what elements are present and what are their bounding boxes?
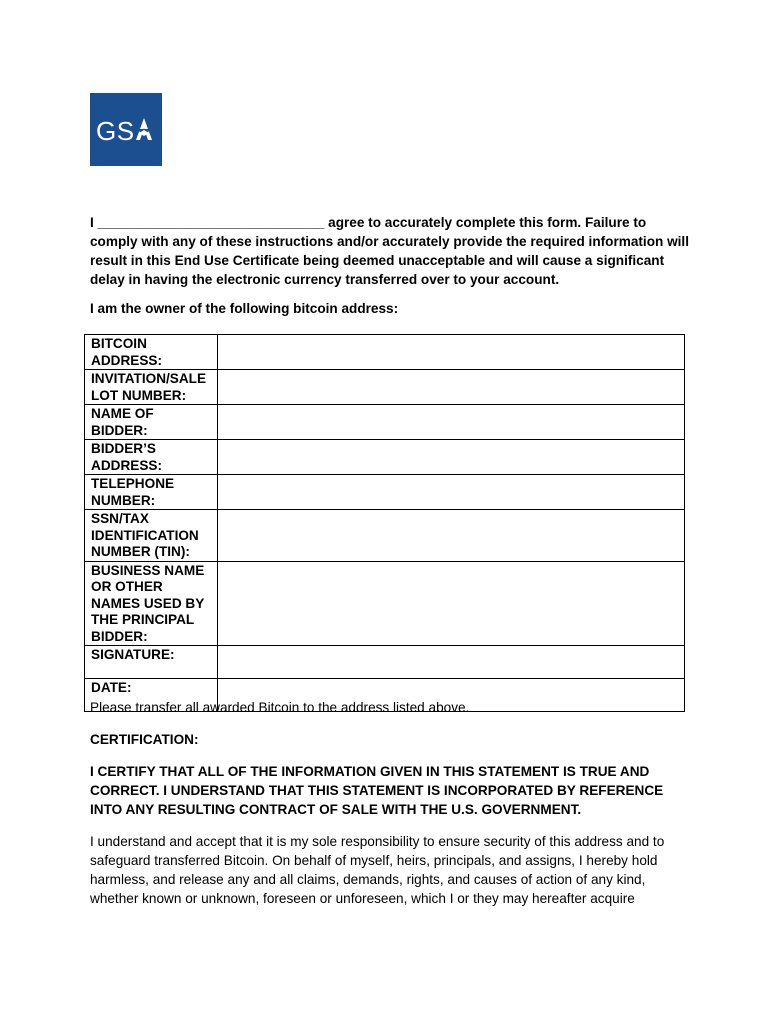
bidder-name-field[interactable] — [218, 405, 685, 440]
bitcoin-address-field[interactable] — [218, 335, 685, 370]
certification-heading: CERTIFICATION: — [90, 732, 199, 747]
transfer-note: Please transfer all awarded Bitcoin to the address listed above. — [90, 700, 470, 715]
form-row-lot-number — [85, 370, 685, 405]
form-label: SIGNATURE: — [85, 646, 218, 679]
form-row-telephone — [85, 475, 685, 510]
owner-statement: I am the owner of the following bitcoin address: — [90, 301, 399, 316]
gsa-logo — [90, 93, 162, 166]
form-label: NAME OF BIDDER: — [85, 405, 218, 440]
svg-text:GS: GS — [96, 116, 135, 146]
form-row-bidder-address — [85, 440, 685, 475]
form-label: INVITATION/SALE LOT NUMBER: — [85, 370, 218, 405]
gsa-logo-mark — [90, 93, 162, 166]
business-name-field[interactable] — [218, 561, 685, 646]
responsibility-paragraph: I understand and accept that it is my sole responsibility to ensure security of this address and to safeguard transferred Bitcoin. On behalf of myself, heirs, principals, and assigns, I hereby hold harmless, and release any and all claims, demands, rights, and causes of action of any kind, whether known or unknown, foreseen or unforeseen, which I or they may hereafter acquire — [90, 834, 665, 906]
form-label: BITCOIN ADDRESS: — [85, 335, 218, 370]
form-label: TELEPHONE NUMBER: — [85, 475, 218, 510]
form-row-business-name — [85, 561, 685, 646]
form-label: BUSINESS NAME OR OTHER NAMES USED BY THE PRINCIPAL BIDDER: — [85, 561, 218, 646]
form-label: BIDDER’S ADDRESS: — [85, 440, 218, 475]
form-row-tin — [85, 510, 685, 562]
form-row-bitcoin-address — [85, 335, 685, 370]
lot-number-field[interactable] — [218, 370, 685, 405]
form-label: SSN/TAX IDENTIFICATION NUMBER (TIN): — [85, 510, 218, 562]
form-label: DATE: — [85, 679, 218, 712]
intro-paragraph: I ______________________________ agree to accurately complete this form. Failure to comply with any of these instructions and/or accurately provide the required information will result in this End Use Certificate being deemed unacceptable and will cause a significant delay in having the electronic currency transferred over to your account. — [90, 215, 689, 287]
form-row-bidder-name — [85, 405, 685, 440]
signature-field[interactable] — [218, 646, 685, 679]
certification-section — [90, 699, 690, 908]
form-row-signature — [85, 646, 685, 679]
telephone-field[interactable] — [218, 475, 685, 510]
bidder-address-field[interactable] — [218, 440, 685, 475]
intro-section — [90, 213, 690, 318]
bidder-form-table — [84, 334, 685, 712]
certification-statement: I CERTIFY THAT ALL OF THE INFORMATION GIVEN IN THIS STATEMENT IS TRUE AND CORRECT. I UNDERSTAND THAT THIS STATEMENT IS INCORPORATED BY REFERENCE INTO ANY RESULTING CONTRACT OF SALE WITH THE U.S. GOVERNMENT. — [90, 764, 664, 817]
tin-field[interactable] — [218, 510, 685, 562]
